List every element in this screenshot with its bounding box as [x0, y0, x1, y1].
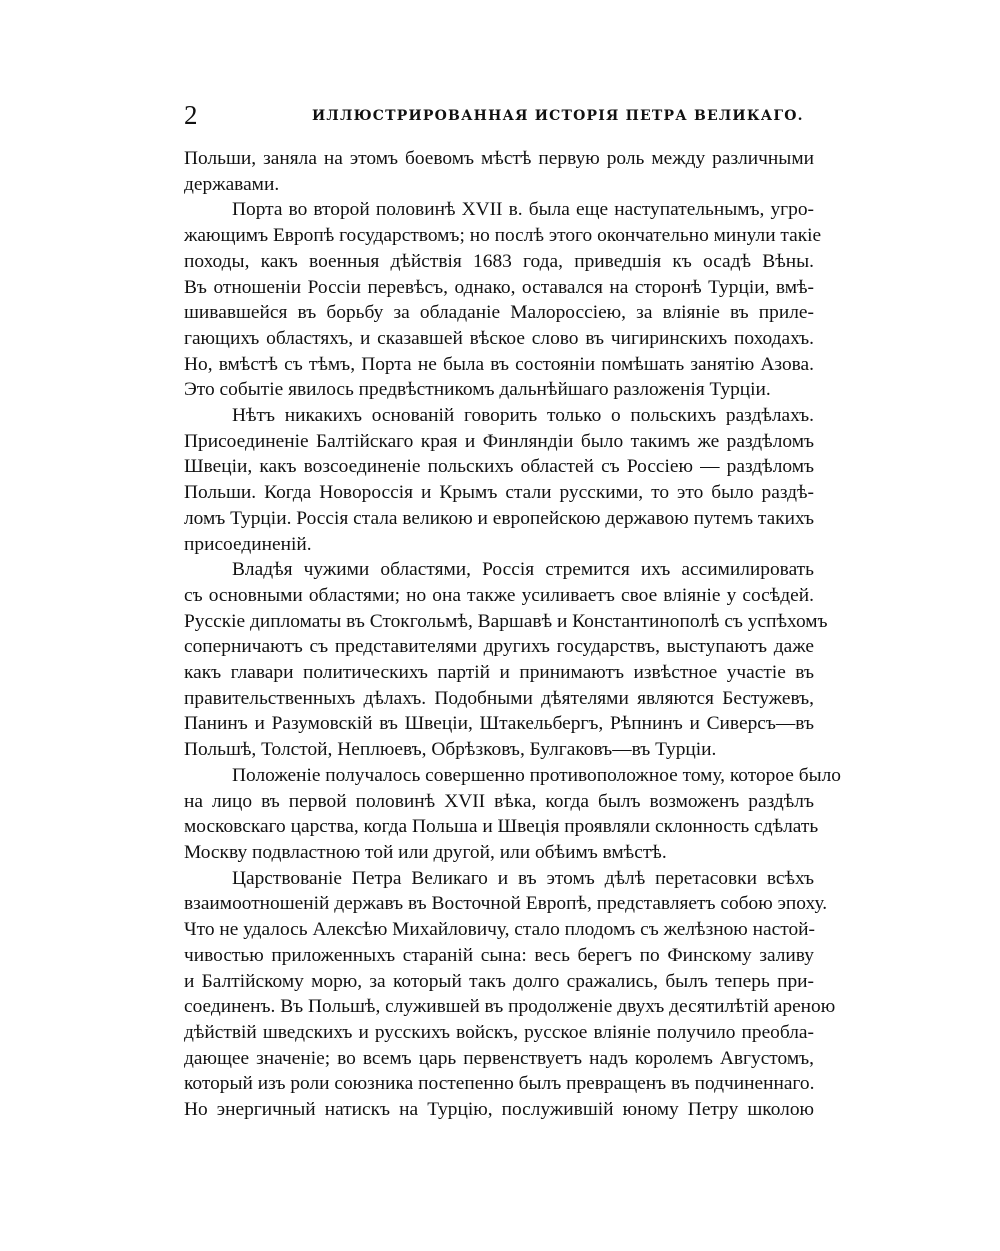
text-line: ломъ Турціи. Россія стала великою и европейскою державою путемъ такихъ	[184, 507, 814, 529]
text-line: дающее значеніе; во всемъ царь первенствуетъ надъ королемъ Августомъ,	[184, 1047, 814, 1069]
text-line: Присоединеніе Балтійскаго края и Финляндіи было такимъ же раздѣломъ	[184, 430, 814, 452]
text-line: Нѣтъ никакихъ основаній говорить только о польскихъ раздѣлахъ.	[232, 405, 814, 427]
page-number: 2	[184, 100, 198, 130]
text-line: чивостью приложенныхъ стараній сына: весь берегъ по Финскому заливу	[184, 944, 814, 966]
page-header	[184, 98, 814, 138]
text-line: правительственныхъ дѣлахъ. Подобными дѣятелями являются Бестужевъ,	[184, 687, 814, 709]
paragraph	[184, 146, 814, 197]
text-line: какъ главари политическихъ партій и принимаютъ извѣстное участіе въ	[184, 662, 814, 684]
text-line: Швеціи, какъ возсоединеніе польскихъ областей съ Россіею — раздѣломъ	[184, 456, 814, 478]
text-line: Польшѣ, Толстой, Неплюевъ, Обрѣзковъ, Булгаковъ—въ Турціи.	[184, 739, 717, 761]
text-line: Владѣя чужими областями, Россія стремится ихъ ассимилировать	[232, 559, 814, 581]
text-line: Это событіе явилось предвѣстникомъ дальнѣйшаго разложенія Турціи.	[184, 379, 771, 401]
text-line: Въ отношеніи Россіи перевѣсъ, однако, оставался на сторонѣ Турціи, вмѣ-	[184, 276, 814, 298]
text-line: Русскіе дипломаты въ Стокгольмѣ, Варшавѣ и Константинополѣ съ успѣхомъ	[184, 610, 828, 632]
text-line: соперничаютъ съ представителями другихъ государствъ, выступаютъ даже	[184, 636, 814, 658]
text-line: шивавшейся въ борьбу за обладаніе Малороссіею, за вліяніе въ прилe-	[184, 302, 814, 324]
text-line: Польши, заняла на этомъ боевомъ мѣстѣ первую роль между различными	[184, 148, 814, 169]
text-line: съ основными областями; но она также усиливаетъ свое вліяніе у сосѣдей.	[184, 584, 814, 606]
running-title: ИЛЛЮСТРИРОВАННАЯ ИСТОРІЯ ПЕТРА ВЕЛИКАГО.	[312, 108, 804, 124]
text-line: Положеніе получалось совершенно противоположное тому, которое было	[232, 764, 841, 786]
text-line: взаимоотношеній державъ въ Восточной Европѣ, представляетъ собою эпоху.	[184, 893, 828, 915]
text-line: Польши. Когда Новороссія и Крымъ стали русскими, то это было раздѣ-	[184, 482, 814, 504]
text-line: Москву подвластною той или другой, или обѣимъ вмѣстѣ.	[184, 841, 667, 863]
paragraph	[184, 866, 836, 1123]
body-text	[184, 146, 841, 1123]
text-line: Что не удалось Алексѣю Михайловичу, стало плодомъ съ желѣзною настой-	[184, 919, 815, 941]
text-line: Панинъ и Разумовскій въ Швеціи, Штакельбергъ, Рѣпнинъ и Сиверсъ—въ	[184, 713, 814, 735]
text-line: Порта во второй половинѣ XVII в. была еще наступательнымъ, угро-	[232, 199, 814, 221]
text-line: гающихъ областяхъ, и сказавшей вѣское слово въ чигиринскихъ походахъ.	[184, 327, 814, 349]
text-line: который изъ роли союзника постепенно былъ превращенъ въ подчиненнаго.	[184, 1073, 815, 1095]
text-line: державами.	[184, 173, 280, 195]
text-line: московскаго царства, когда Польша и Швеція проявляли склонность сдѣлать	[184, 816, 819, 838]
text-line: Царствованіе Петра Великаго и въ этомъ дѣлѣ перетасовки всѣхъ	[232, 867, 814, 889]
text-line: на лицо въ первой половинѣ XVII вѣка, когда былъ возможенъ раздѣлъ	[184, 790, 814, 812]
paragraph	[184, 197, 822, 403]
text-line: походы, какъ военныя дѣйствія 1683 года, приведшія къ осадѣ Вѣны.	[184, 250, 814, 272]
text-line: Но энергичный натискъ на Турцію, послужившій юному Петру школою	[184, 1099, 814, 1121]
paragraph	[184, 557, 828, 763]
text-line: соединенъ. Въ Польшѣ, служившей въ продолженіе двухъ десятилѣтій ареною	[184, 996, 836, 1018]
text-line: жающимъ Европѣ государствомъ; но послѣ этого окончательно минули такіе	[184, 225, 822, 247]
text-line: Но, вмѣстѣ съ тѣмъ, Порта не была въ состояніи помѣшать занятію Азова.	[184, 353, 814, 375]
text-line: присоединеній.	[184, 533, 312, 555]
paragraph	[184, 403, 814, 557]
text-line: и Балтійскому морю, за который такъ долго сражались, былъ теперь при-	[184, 970, 814, 992]
paragraph	[184, 763, 841, 866]
text-line: дѣйствій шведскихъ и русскихъ войскъ, русское вліяніе получило преобла-	[184, 1021, 814, 1043]
